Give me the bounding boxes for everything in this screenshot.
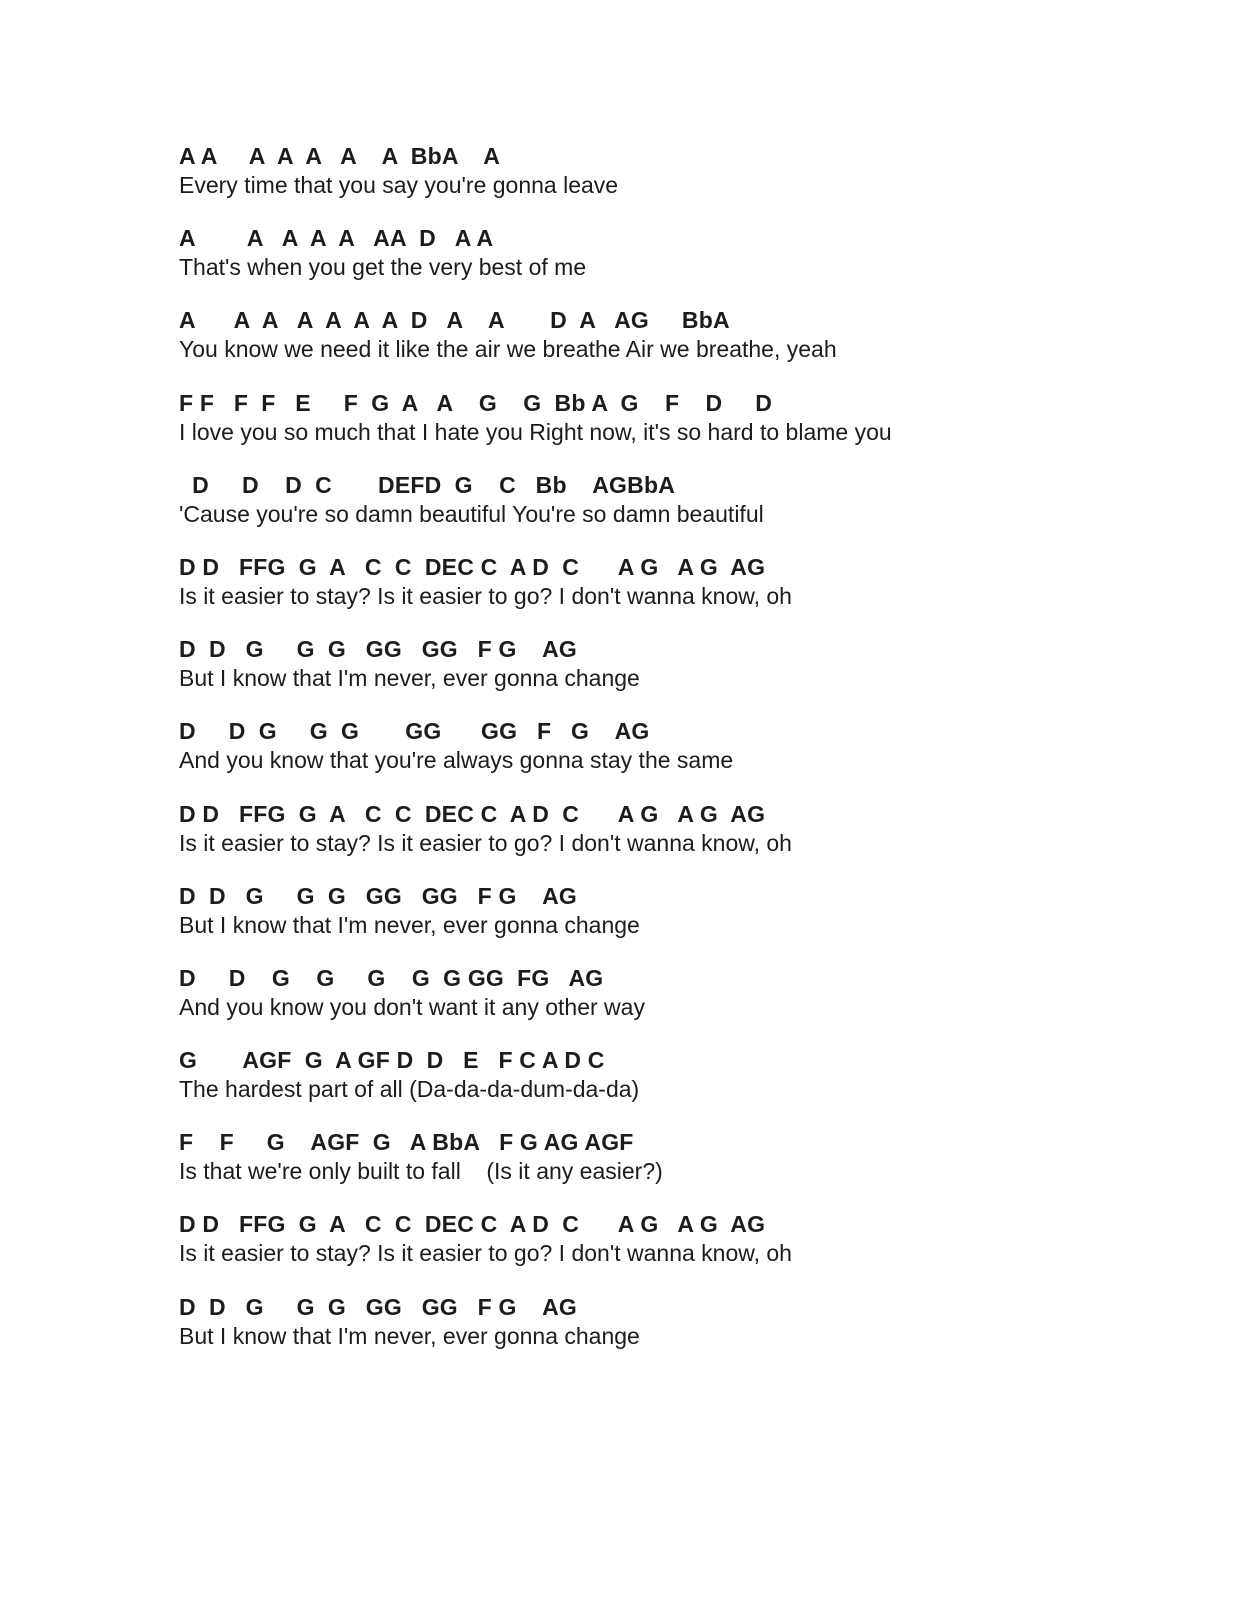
lyric-line: But I know that I'm never, ever gonna change bbox=[179, 1322, 640, 1349]
lyric-line: And you know you don't want it any other way bbox=[179, 993, 645, 1020]
lyric-line: I love you so much that I hate you Right now, it's so hard to blame you bbox=[179, 418, 892, 445]
stanza-5 bbox=[179, 470, 1179, 552]
note-line: D D G G G GG GG F G AG bbox=[179, 636, 577, 663]
stanza-11 bbox=[179, 963, 1179, 1045]
note-line: D D FFG G A C C DEC C A D C A G A G AG bbox=[179, 800, 766, 827]
lyric-line: Is that we're only built to fall (Is it any easier?) bbox=[179, 1158, 663, 1185]
lyric-line: You know we need it like the air we breathe Air we breathe, yeah bbox=[179, 336, 837, 363]
lyrics-sheet bbox=[179, 141, 1179, 1374]
note-line: D D FFG G A C C DEC C A D C A G A G AG bbox=[179, 553, 766, 580]
stanza-7 bbox=[179, 634, 1179, 716]
stanza-8 bbox=[179, 716, 1179, 798]
lyric-line: Is it easier to stay? Is it easier to go? I don't wanna know, oh bbox=[179, 582, 792, 609]
lyric-line: But I know that I'm never, ever gonna change bbox=[179, 911, 640, 938]
lyric-line: Is it easier to stay? Is it easier to go? I don't wanna know, oh bbox=[179, 829, 792, 856]
stanza-13 bbox=[179, 1127, 1179, 1209]
stanza-2 bbox=[179, 223, 1179, 305]
lyric-line: That's when you get the very best of me bbox=[179, 254, 587, 281]
note-line: D D G G G G G GG FG AG bbox=[179, 964, 604, 991]
lyric-line: The hardest part of all (Da-da-da-dum-da-da) bbox=[179, 1076, 640, 1103]
note-line: F F F F E F G A A G G Bb A G F D D bbox=[179, 389, 773, 416]
stanza-4 bbox=[179, 388, 1179, 470]
stanza-12 bbox=[179, 1045, 1179, 1127]
lyric-line: Is it easier to stay? Is it easier to go? I don't wanna know, oh bbox=[179, 1240, 792, 1267]
lyric-line: And you know that you're always gonna stay the same bbox=[179, 747, 734, 774]
note-line: A A A A A A A BbA A bbox=[179, 143, 501, 169]
stanza-14 bbox=[179, 1209, 1179, 1291]
stanza-6 bbox=[179, 552, 1179, 634]
stanza-10 bbox=[179, 881, 1179, 963]
stanza-3 bbox=[179, 305, 1179, 387]
stanza-1 bbox=[179, 141, 1179, 223]
lyric-line: But I know that I'm never, ever gonna change bbox=[179, 665, 640, 692]
note-line: F F G AGF G A BbA F G AG AGF bbox=[179, 1129, 634, 1156]
lyric-line: Every time that you say you're gonna leave bbox=[179, 172, 619, 198]
stanza-15 bbox=[179, 1292, 1179, 1374]
note-line: D D G G G GG GG F G AG bbox=[179, 718, 650, 745]
note-line: D D G G G GG GG F G AG bbox=[179, 1293, 577, 1320]
note-line: A A A A A A A D A A D A AG BbA bbox=[179, 307, 730, 334]
lyric-line: 'Cause you're so damn beautiful You're so damn beautiful bbox=[179, 500, 764, 527]
note-line: D D G G G GG GG F G AG bbox=[179, 882, 577, 909]
note-line: G AGF G A GF D D E F C A D C bbox=[179, 1047, 605, 1074]
note-line: A A A A A AA D A A bbox=[179, 225, 494, 252]
stanza-9 bbox=[179, 799, 1179, 881]
note-line: D D D C DEFD G C Bb AGBbA bbox=[179, 471, 675, 498]
note-line: D D FFG G A C C DEC C A D C A G A G AG bbox=[179, 1211, 766, 1238]
